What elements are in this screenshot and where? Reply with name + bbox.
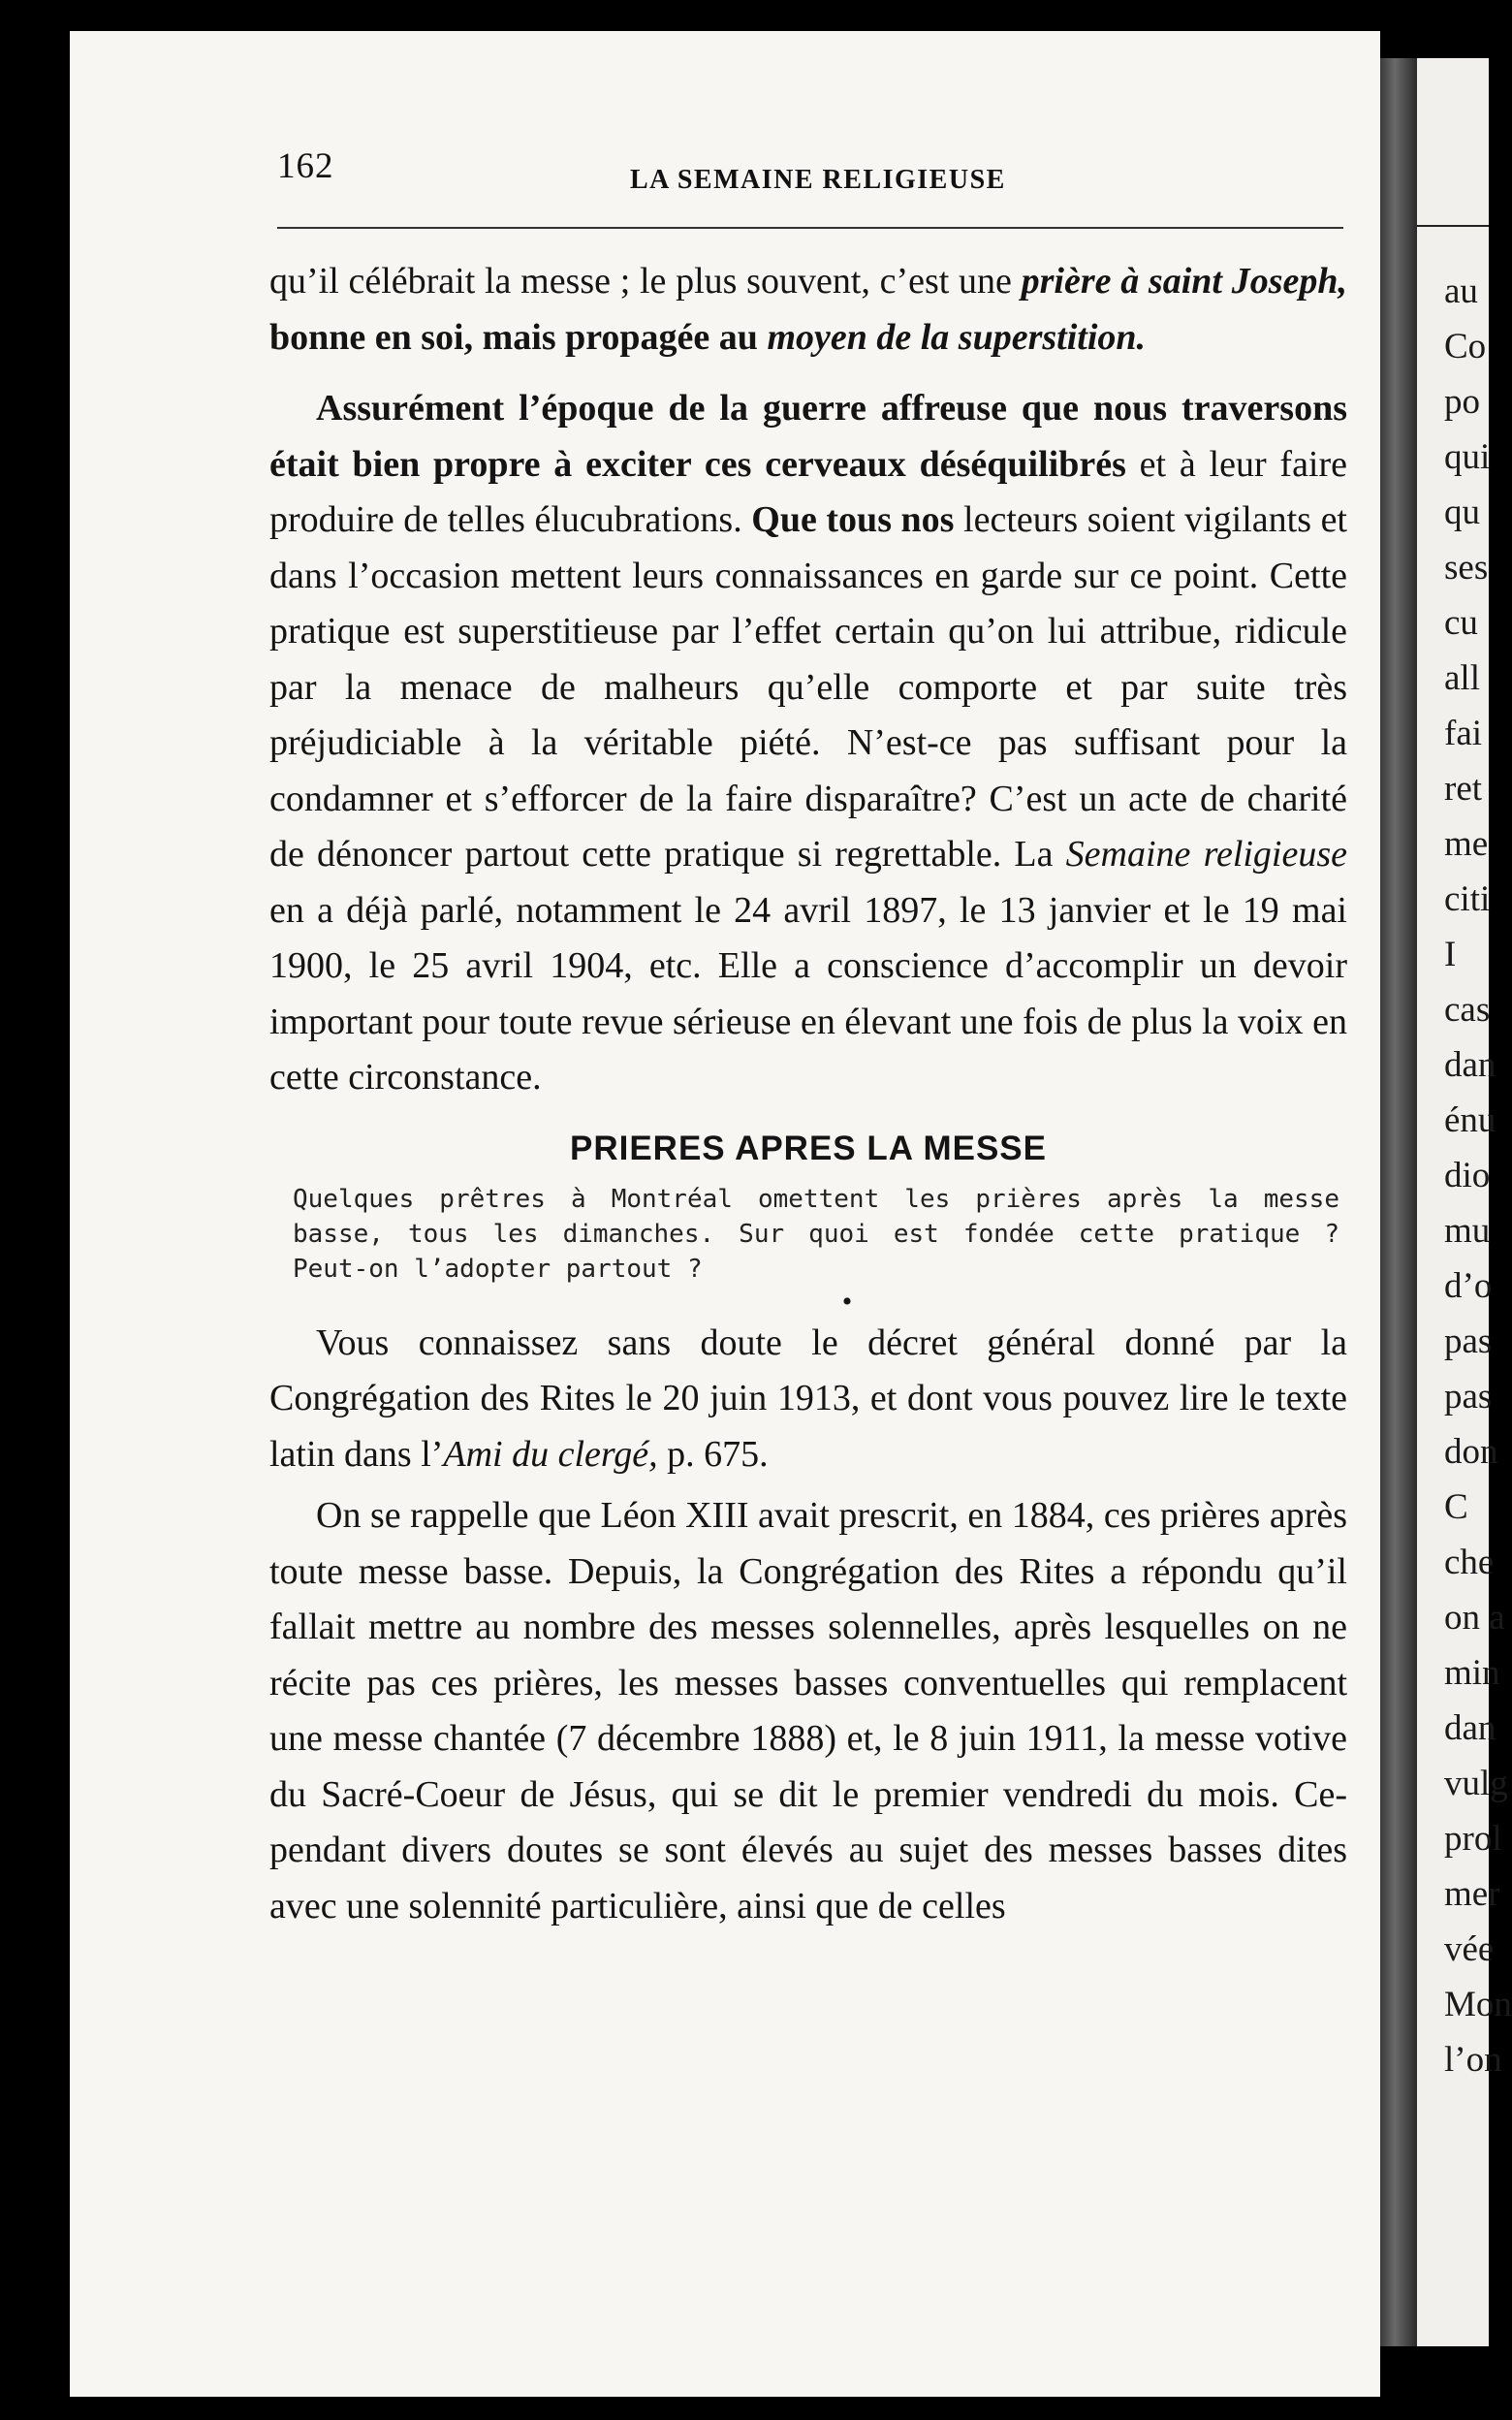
facing-page-line: citi bbox=[1444, 879, 1491, 919]
publication-title: Ami du clergé, bbox=[443, 1433, 658, 1475]
paragraph-leo-xiii: On se rappelle que Léon XIII avait prescrit, en 1884, ces prières après toute messe basse. Depuis, la Congrégation des Rites a répondu qu’il fallait mettre au nombre des messes solennelles, après lesquelles on ne récite pas ces prières, les messes basses conventuelles qui remplacent une messe chantée (7 décembre 1888) et, le 8 juin 1911, la messe votive du Sacré-Coeur de Jésus, qui se dit le premier vendredi du mois. Cependant divers doutes se sont élevés au sujet des messes basses dites avec une solennité particulière, ainsi que de celles bbox=[269, 1495, 1347, 1926]
book-spine-shadow bbox=[1380, 58, 1417, 2346]
paragraph-superstition bbox=[269, 381, 1347, 1106]
text-run: lecteurs soient vigilants et dans l’occasion mettent leurs connaissances en garde sur ce point. Cette pratique est superstitieuse par l’effet certain qu’on lui attribue, ridicule par la menace de malheurs qu’elle comporte et par suite très préjudiciable à la véritable piété. N’est-ce pas suffisant pour la condamner et s’efforcer de la faire disparaître? C’est un acte de charité de dénoncer partout cette pratique si regrettable. La bbox=[269, 499, 1347, 875]
facing-page-line: dan bbox=[1444, 1708, 1496, 1748]
page-header bbox=[277, 145, 1353, 213]
facing-page-line: vulg bbox=[1444, 1764, 1508, 1803]
facing-page-line: mu bbox=[1444, 1211, 1491, 1251]
facing-page-line: d’o bbox=[1444, 1266, 1493, 1306]
facing-page-line: po bbox=[1444, 382, 1480, 422]
facing-page-line: dan bbox=[1444, 1045, 1496, 1085]
paragraph-continued bbox=[269, 254, 1347, 366]
text-run: en a déjà parlé, notamment le 24 avril 1897, le 13 janvier et le 19 mai 1900, le 25 avril 1904, etc. Elle a conscience d’accomplir un devoir important pour toute revue sérieuse en élevant une fois de plus la voix en cette circonstance. bbox=[269, 889, 1347, 1098]
facing-page-line: cas bbox=[1444, 990, 1491, 1030]
facing-page-rule bbox=[1417, 225, 1489, 227]
facing-page-line: dio bbox=[1444, 1156, 1491, 1195]
emphasis-text: prière à saint Joseph, bbox=[1021, 261, 1347, 302]
facing-page-line: au bbox=[1444, 271, 1478, 311]
facing-page-line: l’on bbox=[1444, 2040, 1502, 2080]
publication-title: Semaine religieuse bbox=[1065, 834, 1348, 875]
facing-page-line: ret bbox=[1444, 769, 1483, 809]
facing-page-line: qu bbox=[1444, 493, 1480, 532]
section-title: PRIERES APRES LA MESSE bbox=[569, 1129, 1047, 1167]
text-run: déséquilibrés bbox=[919, 443, 1126, 485]
facing-page-line: pas bbox=[1444, 1377, 1493, 1417]
facing-page-line: ses bbox=[1444, 548, 1489, 588]
text-run: bonne en soi, mais propagée au bbox=[269, 316, 768, 358]
emphasis-text: moyen de la superstition. bbox=[767, 316, 1147, 358]
text-run: qu’il célébrait la messe ; le plus souvent, c’est une bbox=[269, 261, 1022, 302]
facing-page-line: I bbox=[1444, 935, 1457, 974]
facing-page-line: énu bbox=[1444, 1100, 1496, 1140]
facing-page-line: pas bbox=[1444, 1321, 1493, 1361]
facing-page bbox=[1417, 58, 1512, 2346]
facing-page-line: mer bbox=[1444, 1874, 1500, 1914]
text-run: et à leur faire produire de telles élucubrations. bbox=[269, 443, 1348, 540]
facing-page-line: on a bbox=[1444, 1598, 1505, 1638]
facing-page-text bbox=[1444, 264, 1512, 2087]
separator-dot: • bbox=[841, 1285, 853, 1318]
facing-page-line: don bbox=[1444, 1432, 1498, 1472]
facing-page-line: cu bbox=[1444, 603, 1478, 643]
facing-page-line: Co bbox=[1444, 327, 1487, 366]
text-run: p. 675. bbox=[657, 1433, 769, 1475]
facing-page-line: fai bbox=[1444, 714, 1483, 753]
facing-page-line: qui bbox=[1444, 437, 1491, 477]
facing-page-line: min bbox=[1444, 1653, 1500, 1693]
text-run: Que tous nos bbox=[751, 499, 955, 540]
facing-page-line: C bbox=[1444, 1487, 1468, 1527]
paragraph-decree bbox=[269, 1316, 1347, 1483]
facing-page-line: che bbox=[1444, 1543, 1495, 1582]
page-number: 162 bbox=[277, 146, 334, 186]
text-run: Assurément l’époque de la guerre affreuse que nous traversons était bien propre à exciter ces cerveaux bbox=[269, 388, 1347, 485]
facing-page-line: vée bbox=[1444, 1929, 1495, 1969]
reader-question: Quelques prêtres à Montréal omettent les prières après la messe basse, tous les dimanches. Sur quoi est fondée cette pratique ? Peut-on l’adopter partout ? bbox=[293, 1184, 1339, 1284]
facing-page-line: me bbox=[1444, 824, 1489, 864]
header-rule bbox=[277, 227, 1343, 229]
facing-page-line: Mon bbox=[1444, 1985, 1512, 2024]
running-title: LA SEMAINE RELIGIEUSE bbox=[630, 165, 1006, 195]
page-body bbox=[269, 254, 1347, 1934]
facing-page-line: prol bbox=[1444, 1819, 1502, 1859]
facing-page-line: all bbox=[1444, 658, 1480, 698]
text-run: Vous connaissez sans doute le décret général donné par la Congrégation des Rites le 20 juin 1913, et dont vous pouvez lire le texte latin dans l’ bbox=[269, 1321, 1347, 1475]
